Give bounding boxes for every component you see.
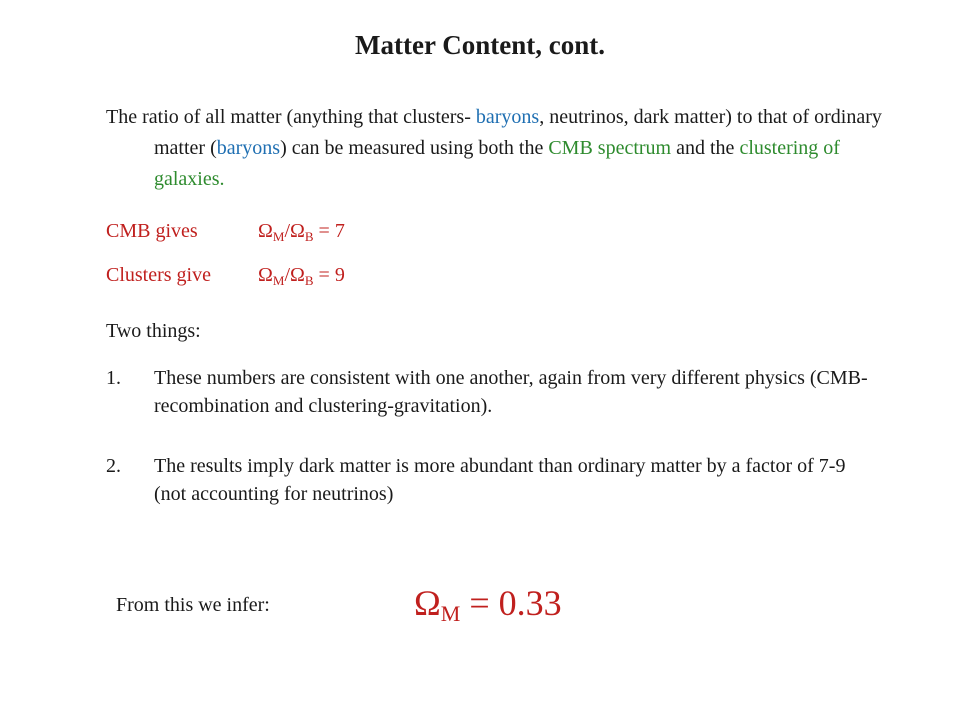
list-text: The results imply dark matter is more abundant than ordinary matter by a factor of 7-9 (not accounting for neutrinos): [154, 455, 846, 505]
omega-symbol: Ω: [290, 220, 305, 242]
list-item: [106, 452, 886, 508]
intro-paragraph: [106, 102, 886, 195]
cmb-ratio-value: = 7: [313, 220, 345, 242]
subscript-b: B: [304, 229, 314, 244]
intro-text-1: The ratio of all matter (anything that clusters-: [106, 106, 476, 128]
subscript-m: M: [440, 601, 461, 626]
omega-symbol: Ω: [258, 264, 273, 286]
omega-symbol: Ω: [290, 264, 305, 286]
intro-text-2: , neutrinos, dark matter) to that of ordinary matter (: [154, 106, 882, 159]
infer-label: From this we infer:: [116, 594, 270, 616]
list-number: 1.: [106, 367, 121, 389]
subscript-m: M: [272, 273, 285, 288]
intro-text-3: ) can be measured using both the: [280, 137, 549, 159]
clustering-term: clustering of galaxies.: [154, 137, 840, 190]
omega-symbol: Ω: [258, 220, 273, 242]
subscript-b: B: [304, 273, 314, 288]
omega-m-result: [414, 582, 562, 627]
omega-symbol: Ω: [414, 583, 441, 623]
cmb-spectrum-term: CMB spectrum: [548, 137, 672, 159]
clusters-ratio-value: = 9: [313, 264, 345, 286]
ratio-slash: /: [284, 220, 290, 242]
intro-text-4: and the: [671, 137, 740, 159]
list-item: [106, 364, 886, 420]
slide-title: Matter Content, cont.: [355, 30, 605, 60]
clusters-ratio-row: [106, 264, 345, 289]
cmb-gives-label: CMB gives: [106, 220, 198, 242]
list-text: These numbers are consistent with one another, again from very different physics (CMB-recombination and clustering-gravitation).: [154, 367, 868, 417]
subscript-m: M: [272, 229, 285, 244]
clusters-give-label: Clusters give: [106, 264, 211, 286]
two-things-heading: Two things:: [106, 320, 201, 342]
ratio-slash: /: [284, 264, 290, 286]
baryons-term-2: baryons: [216, 137, 281, 159]
result-value: = 0.33: [460, 583, 562, 623]
cmb-ratio-row: [106, 220, 345, 245]
list-number: 2.: [106, 455, 121, 477]
baryons-term-1: baryons: [475, 106, 540, 128]
